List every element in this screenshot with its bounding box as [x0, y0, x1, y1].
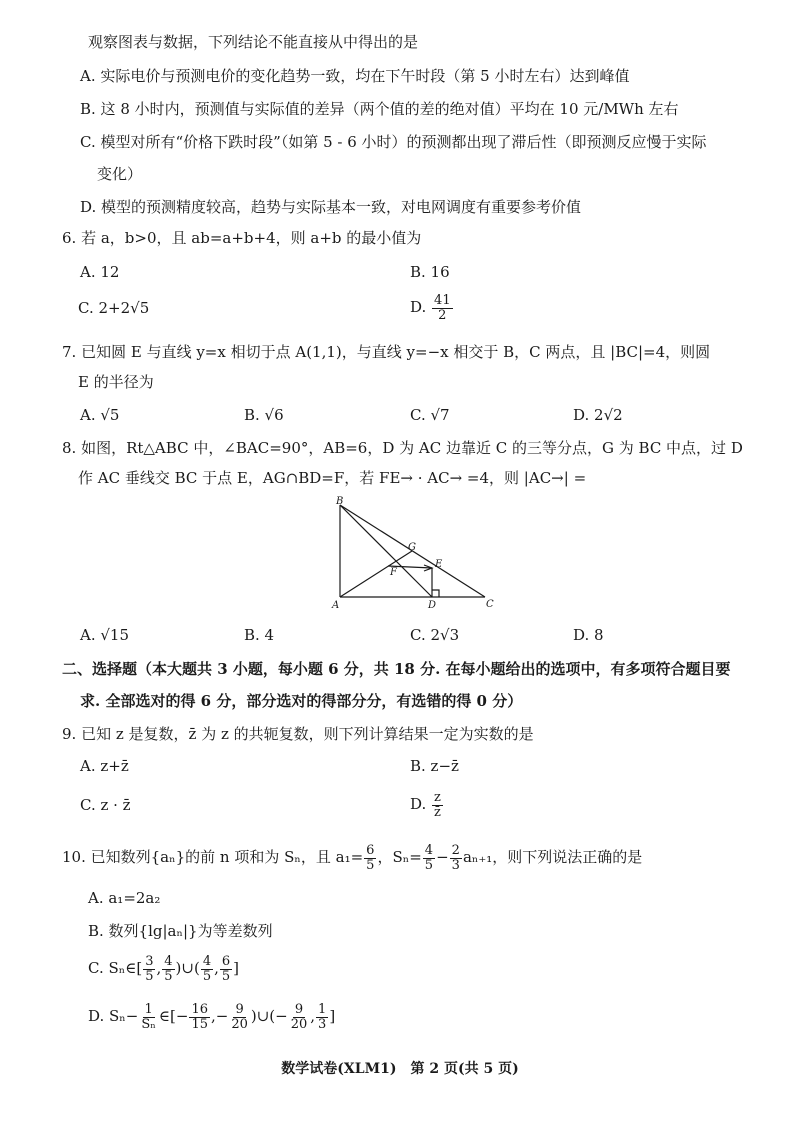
q8-option-b: B. 4: [244, 626, 275, 644]
denominator: 5: [366, 857, 375, 873]
denominator: z̄: [434, 804, 441, 820]
numerator: 9: [235, 1001, 244, 1017]
page-footer: 数学试卷(XLM1) 第 2 页(共 5 页): [281, 1061, 519, 1077]
q9-option-d-fraction: [432, 791, 443, 820]
q7-stem-line2: E 的半径为: [78, 373, 154, 391]
q9-option-d-prefix: D.: [410, 795, 427, 813]
q6-option-a: A. 12: [80, 263, 120, 281]
denominator: 5: [164, 968, 173, 984]
label-g: G: [408, 542, 416, 553]
fraction: [289, 1003, 310, 1032]
q5-option-c-line1: C. 模型对所有“价格下跌时段”（如第 5 - 6 小时）的预测都出现了滞后性（即预测反应慢于实际: [80, 133, 707, 151]
q6-option-b: B. 16: [410, 263, 450, 281]
numerator: 6: [221, 953, 231, 969]
q10-stem-part-b: ，Sₙ=: [377, 848, 422, 866]
label-b: B: [336, 496, 344, 507]
right-angle-mark: [432, 590, 439, 597]
q10-stem-part-c: −: [436, 848, 449, 866]
fraction: [189, 1003, 210, 1032]
q5-option-d: D. 模型的预测精度较高，趋势与实际基本一致，对电网调度有重要参考价值: [80, 198, 582, 216]
q6-stem: 6. 若 a，b>0，且 ab=a+b+4，则 a+b 的最小值为: [62, 229, 422, 247]
numerator: 16: [191, 1001, 208, 1017]
q10-d-end: ]: [329, 1007, 336, 1025]
q10-c-prefix: C. Sₙ∈[: [88, 959, 143, 977]
fraction: [201, 955, 213, 984]
q9-option-b: B. z−z̄: [410, 757, 459, 775]
q7-option-a: A. √5: [80, 406, 120, 424]
denominator: 20: [290, 1016, 308, 1032]
denominator: 20: [231, 1016, 248, 1032]
segment-bd: [340, 505, 432, 597]
q6-option-d: [410, 290, 454, 324]
q8-stem-line1: 8. 如图，Rt△ABC 中，∠BAC=90°，AB=6，D 为 AC 边靠近 C 的三等分点，G 为 BC 中点，过 D: [62, 439, 743, 457]
q9-option-a: A. z+z̄: [80, 757, 129, 775]
numerator: 4: [424, 842, 434, 858]
q8-option-c: C. 2√3: [410, 626, 460, 644]
numerator: 1: [144, 1001, 153, 1017]
fraction-sn-const: [423, 844, 435, 873]
q6-option-c: C. 2+2√5: [78, 299, 150, 317]
section-2-heading: 二、选择题（本大题共 3 小题，每小题 6 分，共 18 分. 在每小题给出的选项中，有多项符合题目要: [62, 660, 731, 678]
triangle-figure: [320, 495, 510, 615]
denominator: 5: [145, 968, 154, 984]
denominator: 15: [191, 1016, 208, 1032]
q10-d-in: ∈[−: [158, 1007, 189, 1025]
q10-option-c: C. Sₙ∈[ $\frac{3}{5}$ , $\frac{4}{5}$ )∪( $\frac{4}{5}$ , $\frac{6}{5}$ ]: [88, 953, 240, 984]
q10-stem-part-a: 10. 已知数列{aₙ}的前 n 项和为 Sₙ，且 a₁=: [62, 848, 364, 866]
q10-d-union: )∪(−: [250, 1007, 288, 1025]
fraction: [162, 955, 174, 984]
numerator: 4: [164, 953, 173, 969]
q7-option-d: D. 2√2: [573, 406, 623, 424]
q5-stem: 观察图表与数据，下列结论不能直接从中得出的是: [88, 33, 419, 51]
numerator: z: [434, 789, 441, 805]
fraction: [316, 1003, 328, 1032]
q8-stem-line2: 作 AC 垂线交 BC 于点 E，AG∩BD=F，若 FE→ · AC→ =4，则 |AC→| =: [78, 469, 587, 487]
q10-d-sep: ,−: [210, 1007, 229, 1025]
q5-option-a: A. 实际电价与预测电价的变化趋势一致，均在下午时段（第 5 小时左右）达到峰值: [80, 67, 630, 85]
q6-option-d-fraction: [432, 294, 453, 323]
q10-d-prefix: D. Sₙ−: [88, 1007, 139, 1025]
section-2-heading-line2: 求. 全部选对的得 6 分，部分选对的得部分分，有选错的得 0 分）: [80, 692, 523, 710]
label-e: E: [435, 559, 443, 570]
label-d: D: [428, 600, 437, 611]
denominator: 5: [424, 857, 434, 873]
numerator: 9: [294, 1001, 304, 1017]
q10-stem: [62, 840, 642, 874]
denominator: 3: [318, 1016, 327, 1032]
q8-option-d: D. 8: [573, 626, 604, 644]
fraction: [139, 1003, 158, 1032]
q7-stem-line1: 7. 已知圆 E 与直线 y=x 相切于点 A(1,1)，与直线 y=−x 相交于 B，C 两点，且 |BC|=4，则圆: [62, 343, 711, 361]
denominator: 5: [221, 968, 231, 984]
q7-option-b: B. √6: [244, 406, 284, 424]
q10-option-b: B. 数列{lg|aₙ|}为等差数列: [88, 922, 273, 940]
label-c: C: [486, 599, 494, 610]
q9-option-c: C. z · z̄: [80, 796, 131, 814]
fraction: [143, 955, 155, 984]
q5-option-c-line2: 变化）: [97, 165, 143, 183]
numerator: 3: [145, 953, 154, 969]
numerator: 1: [318, 1001, 327, 1017]
q8-option-a: A. √15: [80, 626, 130, 644]
numerator: 4: [202, 953, 212, 969]
q5-option-b: B. 这 8 小时内，预测值与实际值的差异（两个值的差的绝对值）平均在 10 元/MWh 左右: [80, 100, 679, 118]
denominator: 3: [451, 857, 460, 873]
q6-option-d-prefix: D.: [410, 298, 427, 316]
q10-option-d: D. Sₙ− $\frac{1}{\text{Sₙ}}$ ∈[− $\frac{16}{15}$ ,− $\frac{9}{20}$ )∪(− $\frac{9}{20}$ , $\frac{1}{3}$ ]: [88, 1001, 336, 1032]
q10-option-a: A. a₁=2a₂: [88, 889, 161, 907]
numerator: 6: [366, 842, 375, 858]
fraction-a1: [364, 844, 376, 873]
denominator: 5: [202, 968, 212, 984]
denominator: Sₙ: [141, 1016, 156, 1032]
fraction-coef: [450, 844, 462, 873]
numerator: 2: [451, 842, 460, 858]
q10-c-union: )∪(: [175, 959, 200, 977]
label-a: A: [332, 600, 340, 611]
label-f: F: [390, 567, 397, 578]
q10-c-end: ]: [233, 959, 240, 977]
fraction: [220, 955, 232, 984]
numerator: 41: [434, 292, 451, 308]
denominator: 2: [438, 307, 447, 323]
q9-stem: 9. 已知 z 是复数，z̄ 为 z 的共轭复数，则下列计算结果一定为实数的是: [62, 725, 534, 743]
segment-ag: [340, 551, 412, 597]
q10-stem-part-d: aₙ₊₁，则下列说法正确的是: [462, 848, 643, 866]
fraction: [229, 1003, 250, 1032]
q7-option-c: C. √7: [410, 406, 450, 424]
q9-option-d: [410, 787, 444, 821]
